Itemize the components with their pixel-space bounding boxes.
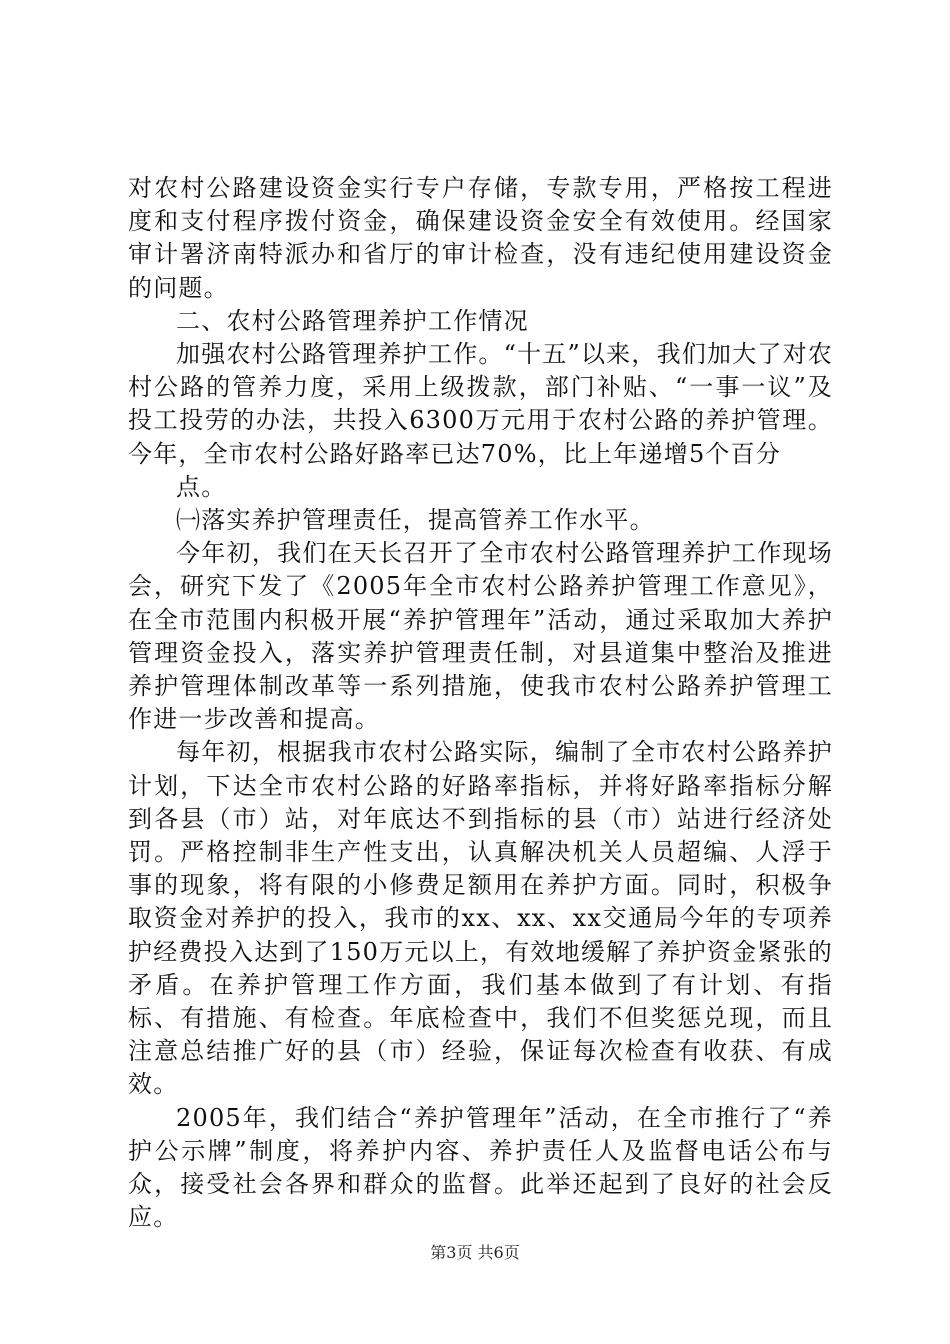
- paragraph-overflow-fragment: 点。: [176, 472, 227, 501]
- page-number-footer: 第3页 共6页: [430, 1243, 520, 1262]
- paragraph-annual-plan: 每年初，根据我市农村公路实际，编制了全市农村公路养护计划，下达全市农村公路的好路率指标，并将好路率指标分解到各县（市）站，对年底达不到指标的县（市）站进行经济处罚。严格控制非生产性支出，认真解决机关人员超编、人浮于事的现象，将有限的小修费足额用在养护方面。同时，积极争取资金对养护的投入，我市的xx、xx、xx交通局今年的专项养护经费投入达到了150万元以上，有效地缓解了养护资金紧张的矛盾。在养护管理工作方面，我们基本做到了有计划、有指标、有措施、有检查。年底检查中，我们不但奖惩兑现，而且注意总结推广好的县（市）经验，保证每次检查有收获、有成效。: [128, 738, 833, 1099]
- document-body: [128, 172, 833, 1235]
- paragraph-funds-management: 对农村公路建设资金实行专户存储，专款专用，严格按工程进度和支付程序拨付资金，确保建设资金安全有效使用。经国家审计署济南特派办和省厅的审计检查，没有违纪使用建设资金的问题。: [128, 174, 833, 302]
- paragraph-maintenance-overview: 加强农村公路管理养护工作。“十五”以来，我们加大了对农村公路的管养力度，采用上级拨款，部门补贴、“一事一议”及投工投劳的办法，共投入6300万元用于农村公路的养护管理。今年，全市农村公路好路率已达70%，比上年递增5个百分: [128, 340, 833, 468]
- section-heading-maintenance: 二、农村公路管理养护工作情况: [176, 306, 529, 335]
- paragraph-site-meeting: 今年初，我们在天长召开了全市农村公路管理养护工作现场会，研究下发了《2005年全市农村公路养护管理工作意见》，在全市范围内积极开展“养护管理年”活动，通过采取加大养护管理资金投入，落实养护管理责任制，对县道集中整治及推进养护管理体制改革等一系列措施，使我市农村公路养护管理工作进一步改善和提高。: [128, 539, 833, 734]
- subheading-responsibility: ㈠落实养护管理责任，提高管养工作水平。: [176, 506, 655, 535]
- paragraph-public-signboard: 2005年，我们结合“养护管理年”活动，在全市推行了“养护公示牌”制度，将养护内容、养护责任人及监督电话公布与众，接受社会各界和群众的监督。此举还起到了良好的社会反应。: [128, 1103, 833, 1232]
